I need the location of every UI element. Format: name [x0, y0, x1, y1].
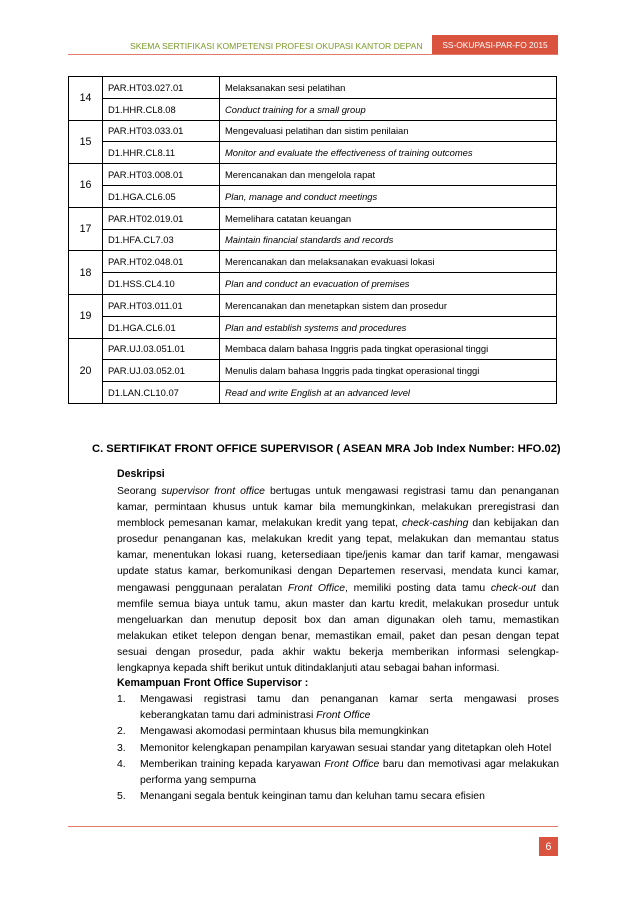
unit-code: PAR.HT03.033.01	[103, 120, 220, 142]
list-item	[117, 789, 559, 805]
unit-code: PAR.HT02.019.01	[103, 207, 220, 229]
table-row	[69, 360, 557, 382]
table-row	[69, 164, 557, 186]
unit-title: Plan, manage and conduct meetings	[220, 185, 557, 207]
description-line: prosedur penanganan kas, melakukan kredit yang tepat, melakukan dan memantau status	[117, 534, 559, 546]
table-row	[69, 207, 557, 229]
list-item-text: Mengawasi registrasi tamu dan penanganan kamar serta mengawasi proses	[140, 694, 559, 705]
unit-number: 15	[69, 120, 103, 164]
unit-title: Monitor and evaluate the effectiveness of training outcomes	[220, 142, 557, 164]
unit-code: PAR.HT02.048.01	[103, 251, 220, 273]
description-line: mengeluarkan dan menutup deposit box dan aman digunakan oleh tamu, memastikan	[117, 614, 559, 626]
unit-code: D1.HFA.CL7.03	[103, 229, 220, 251]
unit-code: D1.HHR.CL8.11	[103, 142, 220, 164]
competency-units-table	[68, 76, 557, 404]
list-item	[117, 757, 559, 789]
unit-title: Conduct training for a small group	[220, 98, 557, 120]
description-line: kamar, permintaan khusus untuk kamar bila memungkinkan, melakukan preregistrasi dan	[117, 502, 559, 514]
description-line: memfile semua biaya untuk tamu, akun master dan kartu kredit, melakukan prosedur untuk	[117, 598, 559, 610]
description-line: melakukan etiket telepon dengan benar, memastikan email, paket dan pesan dengan tepat	[117, 630, 559, 642]
unit-number: 19	[69, 294, 103, 338]
unit-title: Merencanakan dan mengelola rapat	[220, 164, 557, 186]
unit-title: Melaksanakan sesi pelatihan	[220, 77, 557, 99]
unit-title: Plan and establish systems and procedures	[220, 316, 557, 338]
list-item-text: Memonitor kelengkapan penampilan karyawan sesuai standar yang ditetapkan oleh Hotel	[140, 742, 552, 754]
table-row	[69, 382, 557, 404]
description-line: sesuai dengan prosedur, pada akhir waktu bekerja memberikan informasi selengkap-	[117, 646, 559, 658]
list-item-text: Mengawasi akomodasi permintaan khusus bila memungkinkan	[140, 726, 429, 738]
unit-number: 16	[69, 164, 103, 208]
unit-code: PAR.UJ.03.051.01	[103, 338, 220, 360]
unit-title: Mengevaluasi pelatihan dan sistim penilaian	[220, 120, 557, 142]
table-row	[69, 98, 557, 120]
unit-title: Menulis dalam bahasa Inggris pada tingkat operasional tinggi	[220, 360, 557, 382]
unit-code: PAR.HT03.008.01	[103, 164, 220, 186]
unit-code: D1.LAN.CL10.07	[103, 382, 220, 404]
table-row	[69, 185, 557, 207]
description-line: lengkapnya kepada shift berikut untuk ditindaklanjuti atau sebagai bahan informasi.	[117, 663, 500, 675]
list-item-text: Menangani segala bentuk keinginan tamu dan keluhan tamu secara efisien	[140, 791, 485, 803]
list-item-number: 1.	[117, 694, 126, 705]
header-title: SKEMA SERTIFIKASI KOMPETENSI PROFESI OKUPASI KANTOR DEPAN	[130, 41, 423, 51]
abilities-label: Kemampuan Front Office Supervisor :	[117, 677, 309, 689]
table-row	[69, 316, 557, 338]
unit-number: 18	[69, 251, 103, 295]
list-item-text: Memberikan training kepada karyawan Front Office baru dan memotivasi agar melakukan	[140, 758, 560, 770]
unit-code: D1.HGA.CL6.01	[103, 316, 220, 338]
description-line: Seorang supervisor front office bertugas untuk mengawasi registrasi tamu dan penanganan	[117, 486, 560, 497]
unit-code: PAR.HT03.011.01	[103, 294, 220, 316]
section-heading: C. SERTIFIKAT FRONT OFFICE SUPERVISOR ( ASEAN MRA Job Index Number: HFO.02)	[92, 443, 561, 455]
table-row	[69, 338, 557, 360]
unit-code: D1.HHR.CL8.08	[103, 98, 220, 120]
unit-number: 17	[69, 207, 103, 251]
header-divider	[68, 54, 558, 55]
unit-code: D1.HSS.CL4.10	[103, 273, 220, 295]
table-row	[69, 294, 557, 316]
description-line: memblock pemesanan kamar, melakukan kredit yang tepat, check-cashing dan kebijakan dan	[117, 518, 559, 530]
list-item-number: 4.	[117, 758, 126, 770]
unit-code: D1.HGA.CL6.05	[103, 185, 220, 207]
footer-divider	[68, 826, 558, 827]
unit-code: PAR.HT03.027.01	[103, 77, 220, 99]
table-row	[69, 251, 557, 273]
unit-title: Merencanakan dan melaksanakan evakuasi lokasi	[220, 251, 557, 273]
unit-title: Membaca dalam bahasa Inggris pada tingkat operasional tinggi	[220, 338, 557, 360]
page-number: 6	[539, 837, 558, 856]
table-row	[69, 273, 557, 295]
list-item	[117, 741, 559, 757]
table-row	[69, 77, 557, 99]
unit-number: 20	[69, 338, 103, 403]
description-line: update status kamar, berkomunikasi dengan Departemen reservasi, mendata kunci kamar,	[117, 566, 559, 578]
table-row	[69, 229, 557, 251]
list-item-number: 3.	[117, 742, 126, 754]
list-item	[117, 692, 559, 724]
table-row	[69, 142, 557, 164]
description-line: kamar, menentukan lokasi ruang, ketersediaan tipe/jenis kamar dan tarif kamar, mengawasi	[117, 550, 559, 562]
list-item-text: performa yang sempurna	[140, 775, 257, 787]
list-item-number: 2.	[117, 726, 126, 738]
unit-title: Memelihara catatan keuangan	[220, 207, 557, 229]
list-item-text: keberangkatan tamu dari administrasi Front Office	[140, 710, 371, 722]
description-paragraph	[117, 484, 559, 677]
header-code-badge: SS-OKUPASI-PAR-FO 2015	[432, 35, 558, 55]
description-line: mengawasi penggunaan peralatan Front Office, memiliki posting data tamu check-out dan	[117, 582, 559, 594]
unit-title: Maintain financial standards and records	[220, 229, 557, 251]
list-item-number: 5.	[117, 791, 126, 803]
unit-title: Plan and conduct an evacuation of premises	[220, 273, 557, 295]
unit-code: PAR.UJ.03.052.01	[103, 360, 220, 382]
unit-number: 14	[69, 77, 103, 121]
unit-title: Read and write English at an advanced level	[220, 382, 557, 404]
table-row	[69, 120, 557, 142]
description-label: Deskripsi	[117, 468, 165, 480]
unit-title: Merencanakan dan menetapkan sistem dan prosedur	[220, 294, 557, 316]
abilities-list	[117, 692, 559, 805]
list-item	[117, 724, 559, 740]
